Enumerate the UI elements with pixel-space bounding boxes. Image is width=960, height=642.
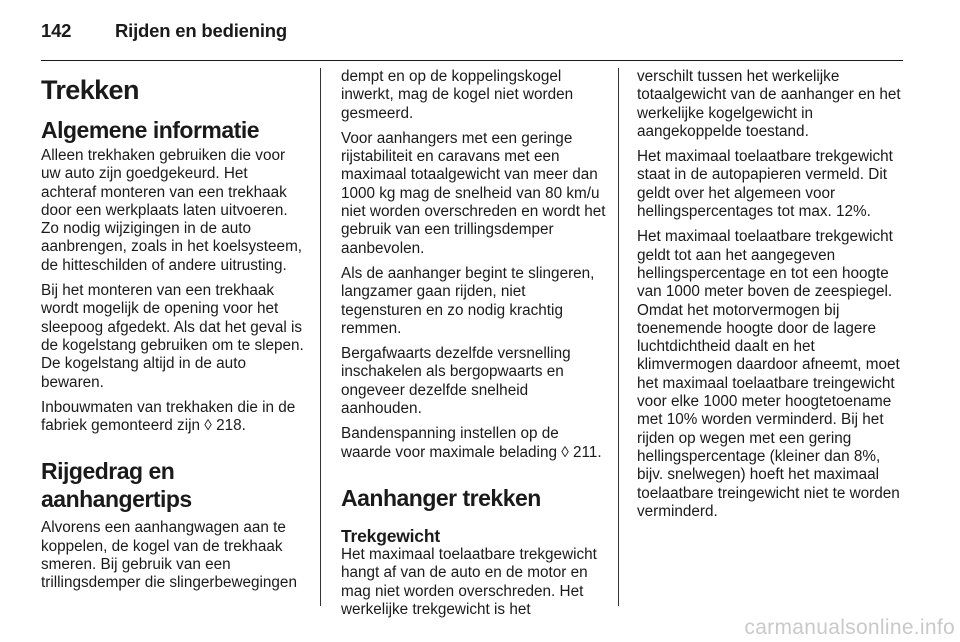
section-heading-towing: Aanhanger trekken bbox=[341, 484, 541, 511]
chapter-heading: Trekken bbox=[41, 75, 139, 105]
section-title: Rijden en bediening bbox=[115, 20, 287, 41]
paragraph: Bij het monteren van een trekhaak wordt mogelijk de opening voor het sleepoog afgedekt. Als dat het geval is de kogelstang gebruiken om te slepen. De kogelstang altijd in de auto bewaren. bbox=[41, 282, 304, 391]
paragraph: Het maximaal toelaatbare trekgewicht staat in de autopapieren vermeld. Dit geldt over het algemeen voor hellingspercentages tot max. 12%. bbox=[637, 148, 893, 221]
paragraph: Bandenspanning instellen op de waarde voor maximale belading ◊ 211. bbox=[341, 425, 602, 461]
paragraph: Het maximaal toelaatbare trekgewicht geldt tot aan het aangegeven hellingspercentage en tot een hoogte van 1000 meter boven de zeespiegel. Omdat het motorvermogen bij toenemende hoogte door de lagere luchtdichtheid daalt en het klimvermogen daardoor afneemt, moet het maximaal toelaatbare treingewicht voor elke 1000 meter hoogtetoename met 10% worden verminderd. Bij het rijden op wegen met een gering hellingspercentage (kleiner dan 8%, bijv. snelwegen) hoeft het maximaal toelaatbare treingewicht niet te worden verminderd. bbox=[637, 228, 900, 520]
watermark: carmanualsonline.info bbox=[744, 616, 955, 639]
paragraph: Voor aanhangers met een geringe rijstabiliteit en caravans met een maximaal totaalgewicht van meer dan 1000 kg mag de snelheid van 80 km/u niet worden overschreden en wordt het gebruik van een trillingsdemper aanbevolen. bbox=[341, 129, 606, 257]
paragraph: verschilt tussen het werkelijke totaalgewicht van de aanhanger en het werkelijke kogelgewicht in aangekoppelde toestand. bbox=[637, 68, 901, 140]
header-rule bbox=[41, 60, 903, 61]
column-3 bbox=[637, 68, 907, 528]
paragraph: Het maximaal toelaatbare trekgewicht hangt af van de auto en de motor en mag niet worden overschreden. Het werkelijke trekgewicht is het bbox=[341, 545, 597, 618]
page-header bbox=[41, 20, 287, 46]
column-1 bbox=[41, 68, 307, 600]
column-divider-2 bbox=[618, 68, 619, 606]
column-2 bbox=[341, 68, 607, 626]
subheading-towing-weight: Trekgewicht bbox=[341, 525, 440, 546]
paragraph: Alvorens een aanhangwagen aan te koppelen, de kogel van de trekhaak smeren. Bij gebruik van een trillingsdemper die slingerbewegingen bbox=[41, 519, 297, 592]
paragraph: dempt en op de koppelingskogel inwerkt, mag de kogel niet worden gesmeerd. bbox=[341, 68, 574, 122]
page-number: 142 bbox=[41, 20, 72, 41]
section-heading-driving-tips: Rijgedrag en aanhangertips bbox=[41, 458, 192, 513]
paragraph: Bergafwaarts dezelfde versnelling inschakelen als bergopwaarts en ongeveer dezelfde snelheid aanhouden. bbox=[341, 345, 571, 418]
section-heading-general: Algemene informatie bbox=[41, 117, 259, 143]
paragraph: Alleen trekhaken gebruiken die voor uw auto zijn goedgekeurd. Het achteraf monteren van een trekhaak door een werkplaats laten uitvoeren. Zo nodig wijzigingen in de auto aanbrengen, zoals in het koelsysteem, de hitteschilden of andere uitrusting. bbox=[41, 147, 303, 274]
paragraph: Als de aanhanger begint te slingeren, langzamer gaan rijden, niet tegensturen en zo nodig krachtig remmen. bbox=[341, 264, 595, 337]
column-divider-1 bbox=[320, 68, 321, 606]
paragraph: Inbouwmaten van trekhaken die in de fabriek gemonteerd zijn ◊ 218. bbox=[41, 398, 296, 435]
